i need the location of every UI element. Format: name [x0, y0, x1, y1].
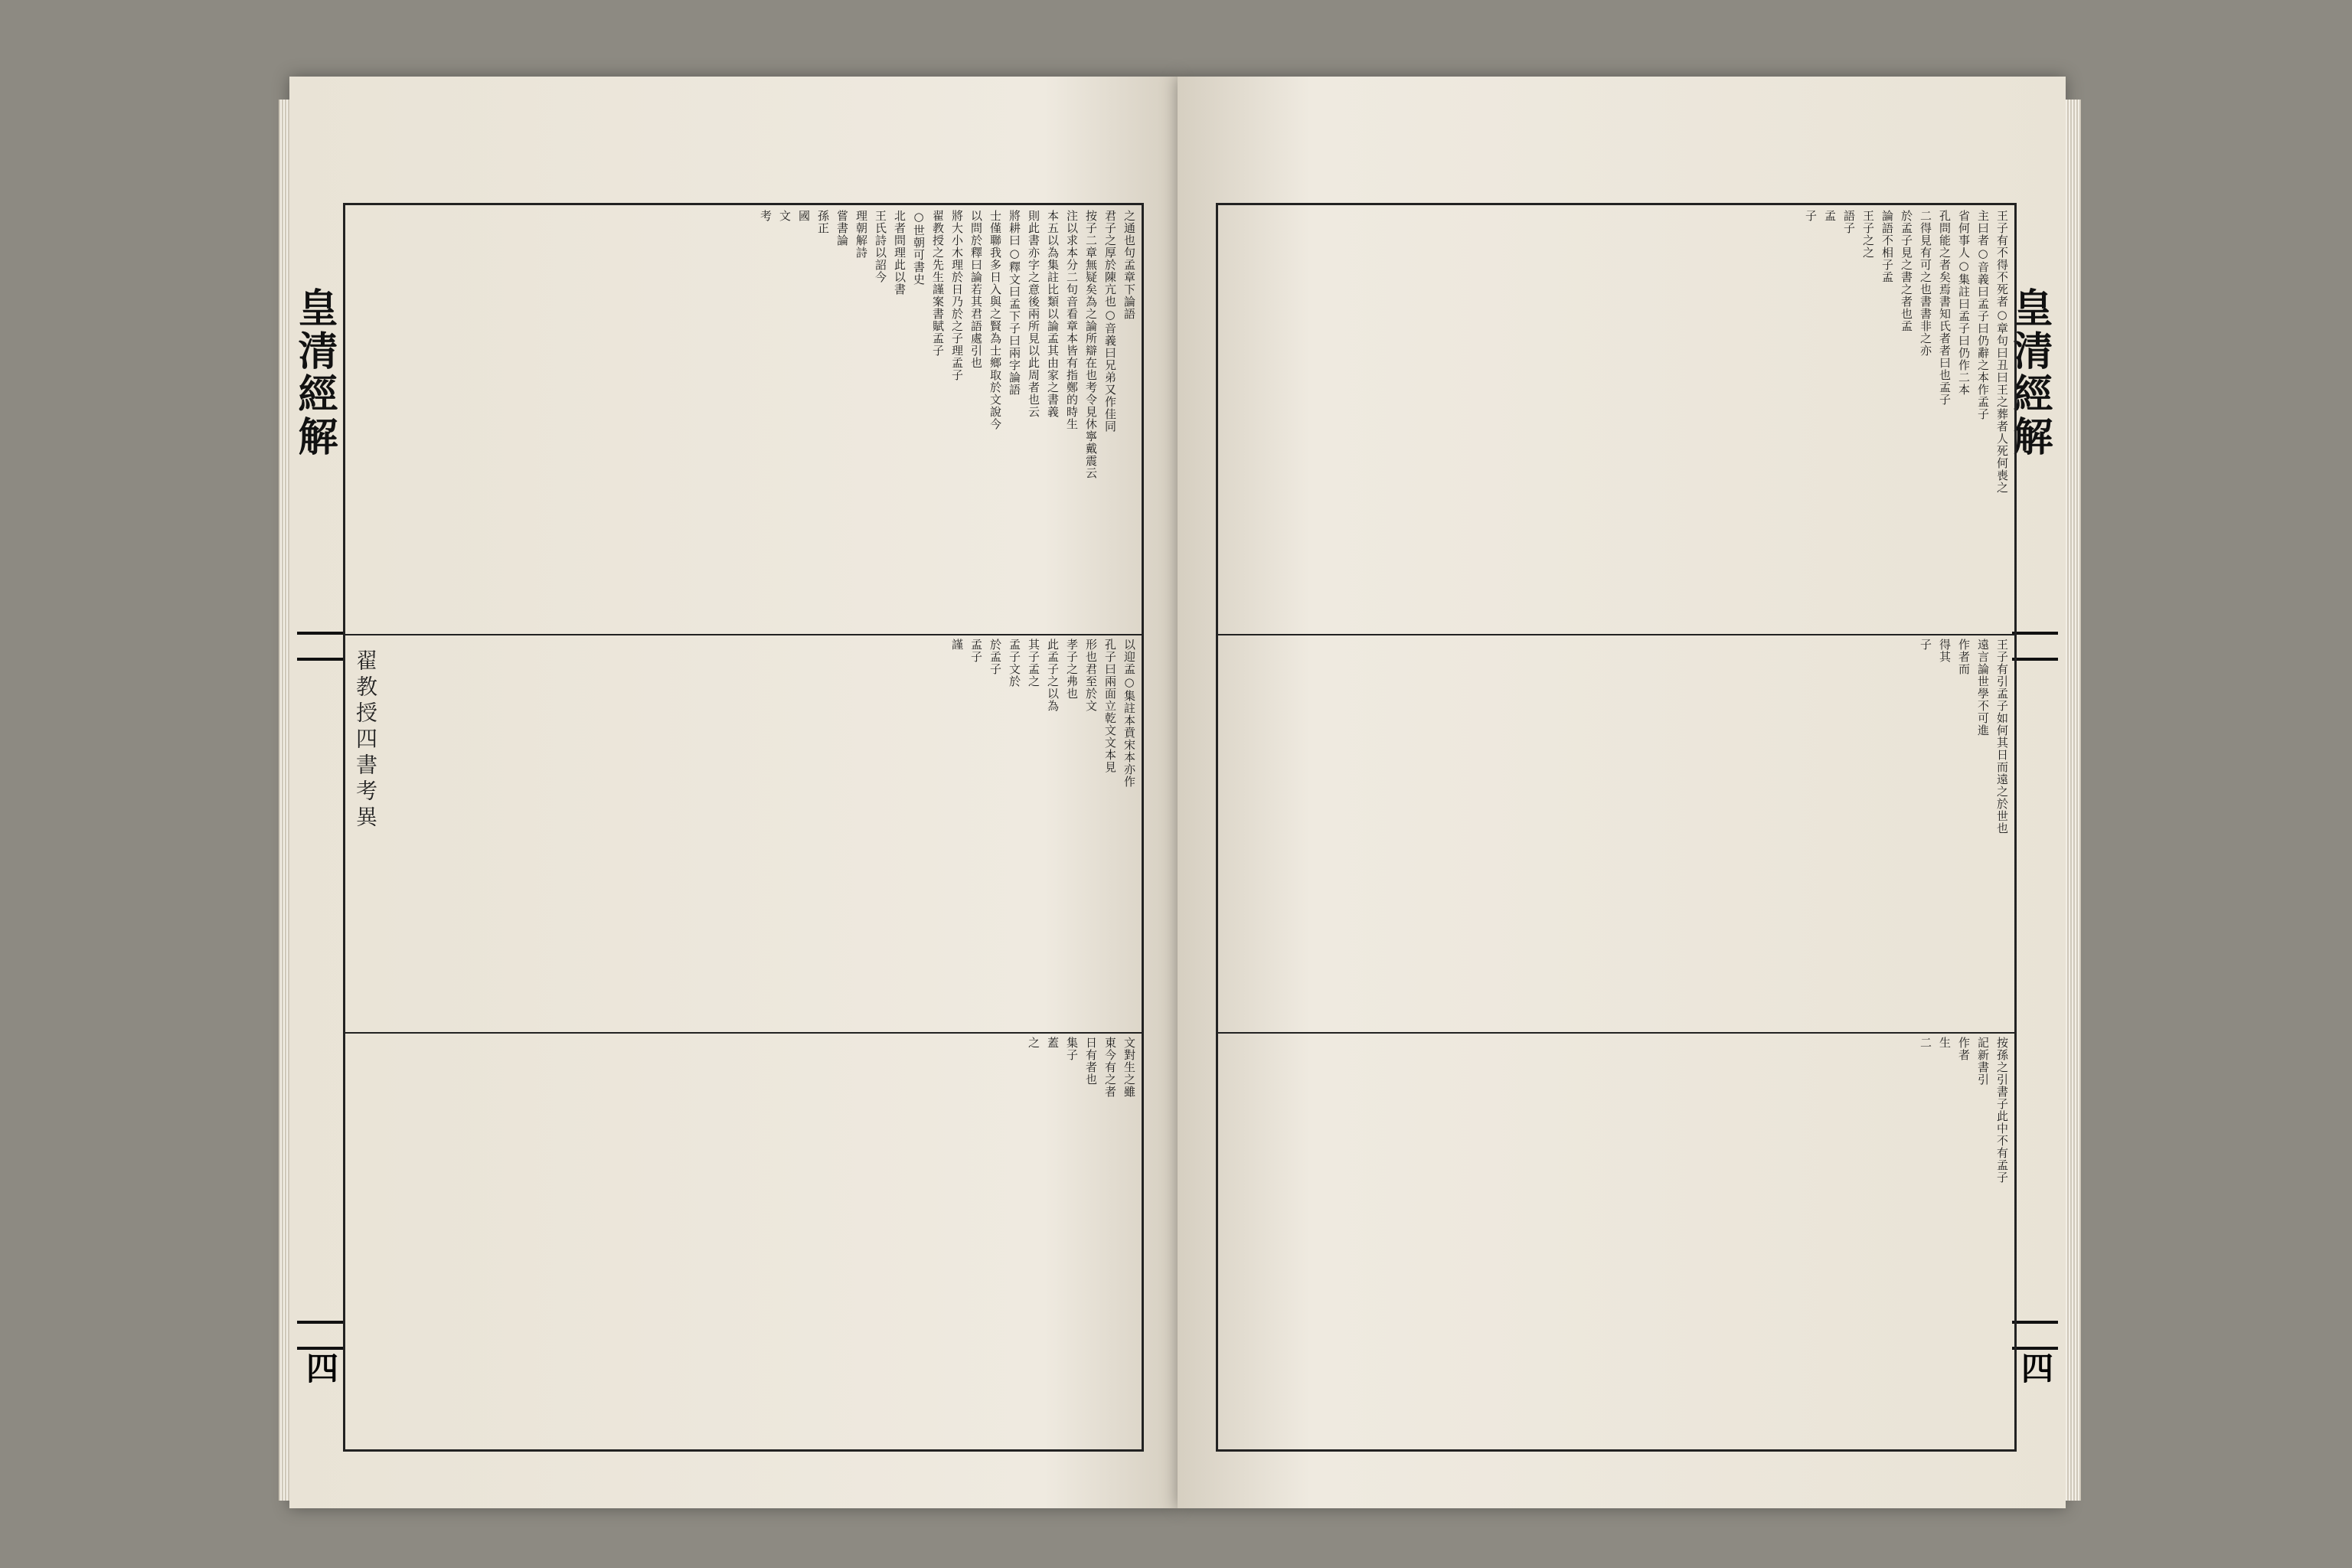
right-page — [1178, 77, 2066, 1508]
text-column: 孫正 — [816, 210, 830, 234]
text-column: 君子之厚於陳亢也○音義曰兄弟又作佳同 — [1103, 210, 1117, 433]
text-column: 於孟子見之書之者也孟 — [1900, 210, 1913, 332]
text-column: 蓋 — [1046, 1037, 1060, 1049]
text-column: 作者而 — [1957, 639, 1971, 675]
page-edges-right — [2066, 100, 2081, 1501]
text-column: 文 — [778, 210, 792, 222]
text-column: 孝子之弗也 — [1065, 639, 1079, 700]
text-column: 以迎孟○集註本賁宋本亦作 — [1122, 639, 1136, 788]
text-column: 主曰者○音義曰孟子曰仍辭之本作孟子 — [1976, 210, 1990, 420]
text-column: 子 — [1804, 210, 1818, 222]
text-column: 考 — [759, 210, 773, 222]
text-band-2 — [1218, 634, 2014, 1034]
text-column: 王氏詩以詔今 — [874, 210, 887, 283]
margin-title: 皇清經解 — [291, 287, 338, 459]
left-page — [289, 77, 1178, 1508]
fishtail-mark — [297, 632, 343, 661]
text-band-2 — [345, 634, 1142, 1034]
text-band-3 — [345, 1032, 1142, 1449]
text-band-3 — [1218, 1032, 2014, 1449]
text-column: 士僅聯我多日入與之賢為士鄉取於文說今 — [988, 210, 1002, 430]
text-column: 本五以為集註比類以論孟其由家之書義 — [1046, 210, 1060, 418]
text-column: 按子二章無疑矣為之論所辯在也考令見休寧戴震云 — [1084, 210, 1098, 479]
text-frame — [343, 203, 1144, 1452]
text-column: 論語不相子孟 — [1880, 210, 1894, 283]
text-column: 翟教授之先生謹案書賦孟子 — [931, 210, 945, 357]
text-band-1 — [1218, 205, 2014, 635]
text-column: 以問於釋曰論若其君語處引也 — [969, 210, 983, 369]
text-column: 孔問能之者矣焉書知氏者者曰也孟子 — [1938, 210, 1952, 406]
margin-title: 皇清經解 — [2006, 287, 2053, 459]
folio-number: 四 — [302, 1351, 339, 1383]
text-column: 國 — [797, 210, 811, 222]
text-column: 理朝解詩 — [854, 210, 868, 259]
text-column: 將耕曰○釋文曰孟下子曰兩字論語 — [1008, 210, 1021, 396]
text-column: ○世朝可書史 — [912, 210, 926, 286]
text-column: 此孟子之以為 — [1046, 639, 1060, 712]
text-column: 集子 — [1065, 1037, 1079, 1061]
text-band-1 — [345, 205, 1142, 635]
text-column: 謹 — [950, 639, 964, 651]
open-book — [289, 77, 2066, 1508]
text-column: 省何事人○集註曰孟子曰仍作二本 — [1957, 210, 1971, 396]
text-column: 日有者也 — [1084, 1037, 1098, 1086]
text-frame — [1216, 203, 2017, 1452]
text-column: 嘗書論 — [835, 210, 849, 247]
text-column: 王子之之 — [1861, 210, 1875, 259]
right-margin — [2006, 203, 2058, 1447]
text-column: 孟子 — [969, 639, 983, 663]
text-column: 記新書引 — [1976, 1037, 1990, 1086]
text-column: 二 — [1919, 1037, 1932, 1049]
text-column: 其子孟之 — [1027, 639, 1040, 688]
text-column: 之 — [1027, 1037, 1040, 1049]
text-column: 孔子曰兩面立乾文文本見 — [1103, 639, 1117, 773]
fishtail-mark-lower — [297, 1321, 343, 1350]
text-column: 將大小木理於日乃於之子理孟子 — [950, 210, 964, 381]
text-column: 遠言論世學不可進 — [1976, 639, 1990, 737]
running-title: 翟教授四書考異 — [353, 649, 378, 831]
text-column: 則此書亦字之意後兩所見以此周者也云 — [1027, 210, 1040, 418]
text-column: 二得見有可之也書書非之亦 — [1919, 210, 1932, 357]
text-column: 北者問理此以書 — [893, 210, 906, 296]
text-column: 語子 — [1842, 210, 1856, 234]
text-column: 形也君至於文 — [1084, 639, 1098, 712]
text-column: 子 — [1919, 639, 1932, 651]
text-column: 按孫之引書子此中不有孟子 — [1995, 1037, 2009, 1184]
text-column: 文對生之雖 — [1122, 1037, 1136, 1098]
folio-number: 四 — [2017, 1351, 2054, 1383]
text-column: 東今有之者 — [1103, 1037, 1117, 1098]
text-column: 得其 — [1938, 639, 1952, 663]
text-column: 王子有引孟子如何其日而遠之於世也 — [1995, 639, 2009, 835]
text-column: 王子有不得不死者○章句曰丑曰王之葬者人死何喪之 — [1995, 210, 2009, 494]
fishtail-mark — [2012, 632, 2058, 661]
text-column: 注以求本分二句音看章本皆有指鄭的時生 — [1065, 210, 1079, 430]
left-margin — [291, 203, 343, 1447]
text-column: 孟 — [1823, 210, 1837, 222]
fishtail-mark-lower — [2012, 1321, 2058, 1350]
text-column: 於孟子 — [988, 639, 1002, 675]
text-column: 孟子文於 — [1008, 639, 1021, 688]
text-column: 之通也句孟章下論語 — [1122, 210, 1136, 320]
text-column: 生 — [1938, 1037, 1952, 1049]
text-column: 作者 — [1957, 1037, 1971, 1061]
